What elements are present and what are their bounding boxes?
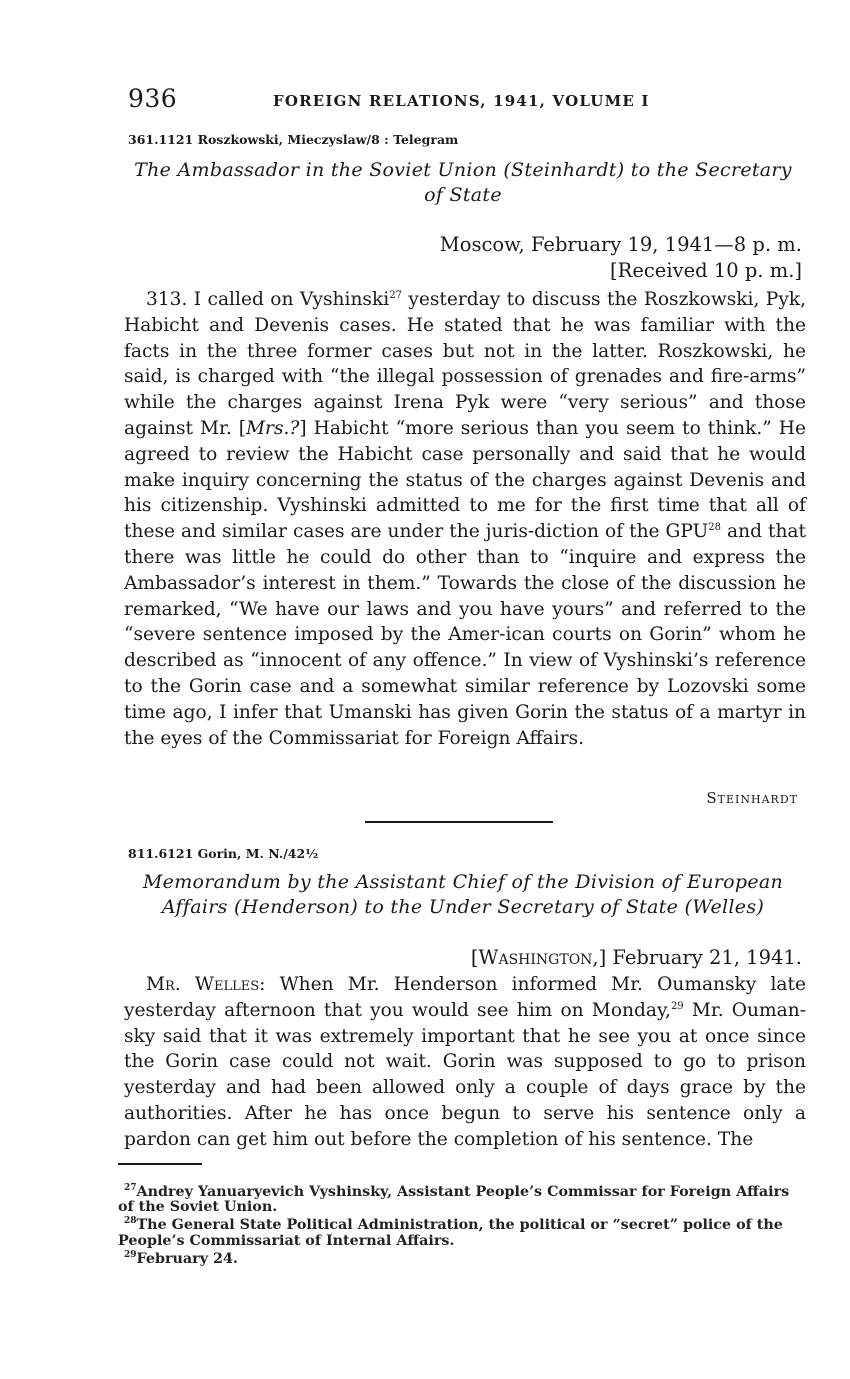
doc1-file-number: 361.1121 Roszkowski, Mieczyslaw/8 : Telegram [128, 132, 459, 147]
doc1-body [124, 287, 806, 751]
footnote-27 [118, 1185, 798, 1215]
footnote-28-mark: 28 [124, 1216, 137, 1227]
doc1-title-line1: The Ambassador in the Soviet Union (Steinhardt) to the Secretary [134, 159, 792, 181]
footnote-ref-29[interactable]: 29 [670, 1000, 684, 1012]
doc2-title-line2: Affairs (Henderson) to the Under Secretary of State (Welles) [161, 896, 765, 918]
doc2-dateline-date: February 21, 1941. [606, 946, 802, 969]
footnotes [118, 1185, 798, 1270]
doc1-body-part1: 313. I called on Vyshinski [146, 289, 390, 310]
doc2-dateline-place: [Washington,] [470, 946, 607, 969]
page-header [128, 84, 808, 118]
doc1-body-part4: and that there was little he could do other than to “inquire and express the Ambassador’s interest in them.” Towards the close of the discussion he remarked, “We have our laws and you have yours” and referred to the “severe sentence imposed by the Amer-ican courts on Gorin” whom he described as “innocent of any offence.” In view of Vyshinski’s reference to the Gorin case and a somewhat similar reference by Lozovski some time ago, I infer that Umanski has given Gorin the status of a martyr in the eyes of the Commissariat for Foreign Affairs. [124, 521, 806, 749]
doc1-body-part3: ] Habicht “more serious than you seem to think.” He agreed to review the Habicht case personally and said that he would make inquiry concerning the status of the charges against Devenis and his citizenship. Vyshinski admitted to me for the first time that all of these and similar cases are under the juris-diction of the GPU [124, 417, 806, 543]
page-number: 936 [128, 84, 178, 113]
footnote-ref-28[interactable]: 28 [708, 521, 721, 533]
doc1-signature: Steinhardt [706, 789, 798, 807]
footnote-29 [118, 1252, 798, 1267]
footnote-29-mark: 29 [124, 1250, 137, 1261]
doc1-date: Moscow, February 19, 1941—8 p. m. [439, 233, 802, 256]
doc1-body-italic: Mrs.? [246, 417, 300, 439]
doc2-dateline [471, 945, 802, 971]
footnote-27-text: Andrey Yanuaryevich Vyshinsky, Assistant People’s Commissar for Foreign Affairs of the Soviet Union. [118, 1184, 790, 1216]
doc2-title-line1: Memorandum by the Assistant Chief of the Division of European [142, 871, 784, 893]
doc2-body-part1: : When Mr. Henderson informed Mr. Oumansky late yesterday afternoon that you would see him on Monday, [124, 974, 806, 1021]
doc2-body-part2: Mr. Ouman-sky said that it was extremely important that he see you at once since the Gorin case could not wait. Gorin was supposed to go to prison yesterday and had been allowed only a couple of days grace by the authorities. After he has once begun to serve his sentence only a pardon can get him out before the completion of his sentence. The [124, 999, 806, 1150]
footnote-28 [118, 1218, 798, 1248]
doc2-title [118, 870, 808, 920]
footnote-27-mark: 27 [124, 1183, 137, 1194]
doc1-received: [Received 10 p. m.] [610, 259, 802, 282]
doc1-title [118, 158, 808, 208]
section-divider [365, 821, 553, 823]
doc1-body-part2: yesterday to discuss the Roszkowski, Pyk, Habicht and Devenis cases. He stated that he was familiar with the facts in the three former cases but not in the latter. Roszkowski, he said, is charged with “the illegal possession of grenades and fire-arms” while the charges against Irena Pyk were “very serious” and those against Mr. [ [124, 289, 806, 439]
doc1-title-line2: of State [424, 184, 502, 206]
doc1-dateline [440, 232, 802, 284]
footnote-rule [118, 1163, 202, 1165]
footnote-ref-27[interactable]: 27 [389, 289, 402, 301]
running-head: FOREIGN RELATIONS, 1941, VOLUME I [273, 92, 650, 110]
doc2-file-number: 811.6121 Gorin, M. N./42½ [128, 846, 319, 861]
footnote-29-text: February 24. [136, 1250, 238, 1267]
doc2-body [124, 972, 806, 1153]
doc2-salutation: Mr. Welles [146, 974, 260, 995]
footnote-28-text: The General State Political Administration, the political or “secret” police of the People’s Commissariat of Internal Affairs. [118, 1217, 783, 1249]
